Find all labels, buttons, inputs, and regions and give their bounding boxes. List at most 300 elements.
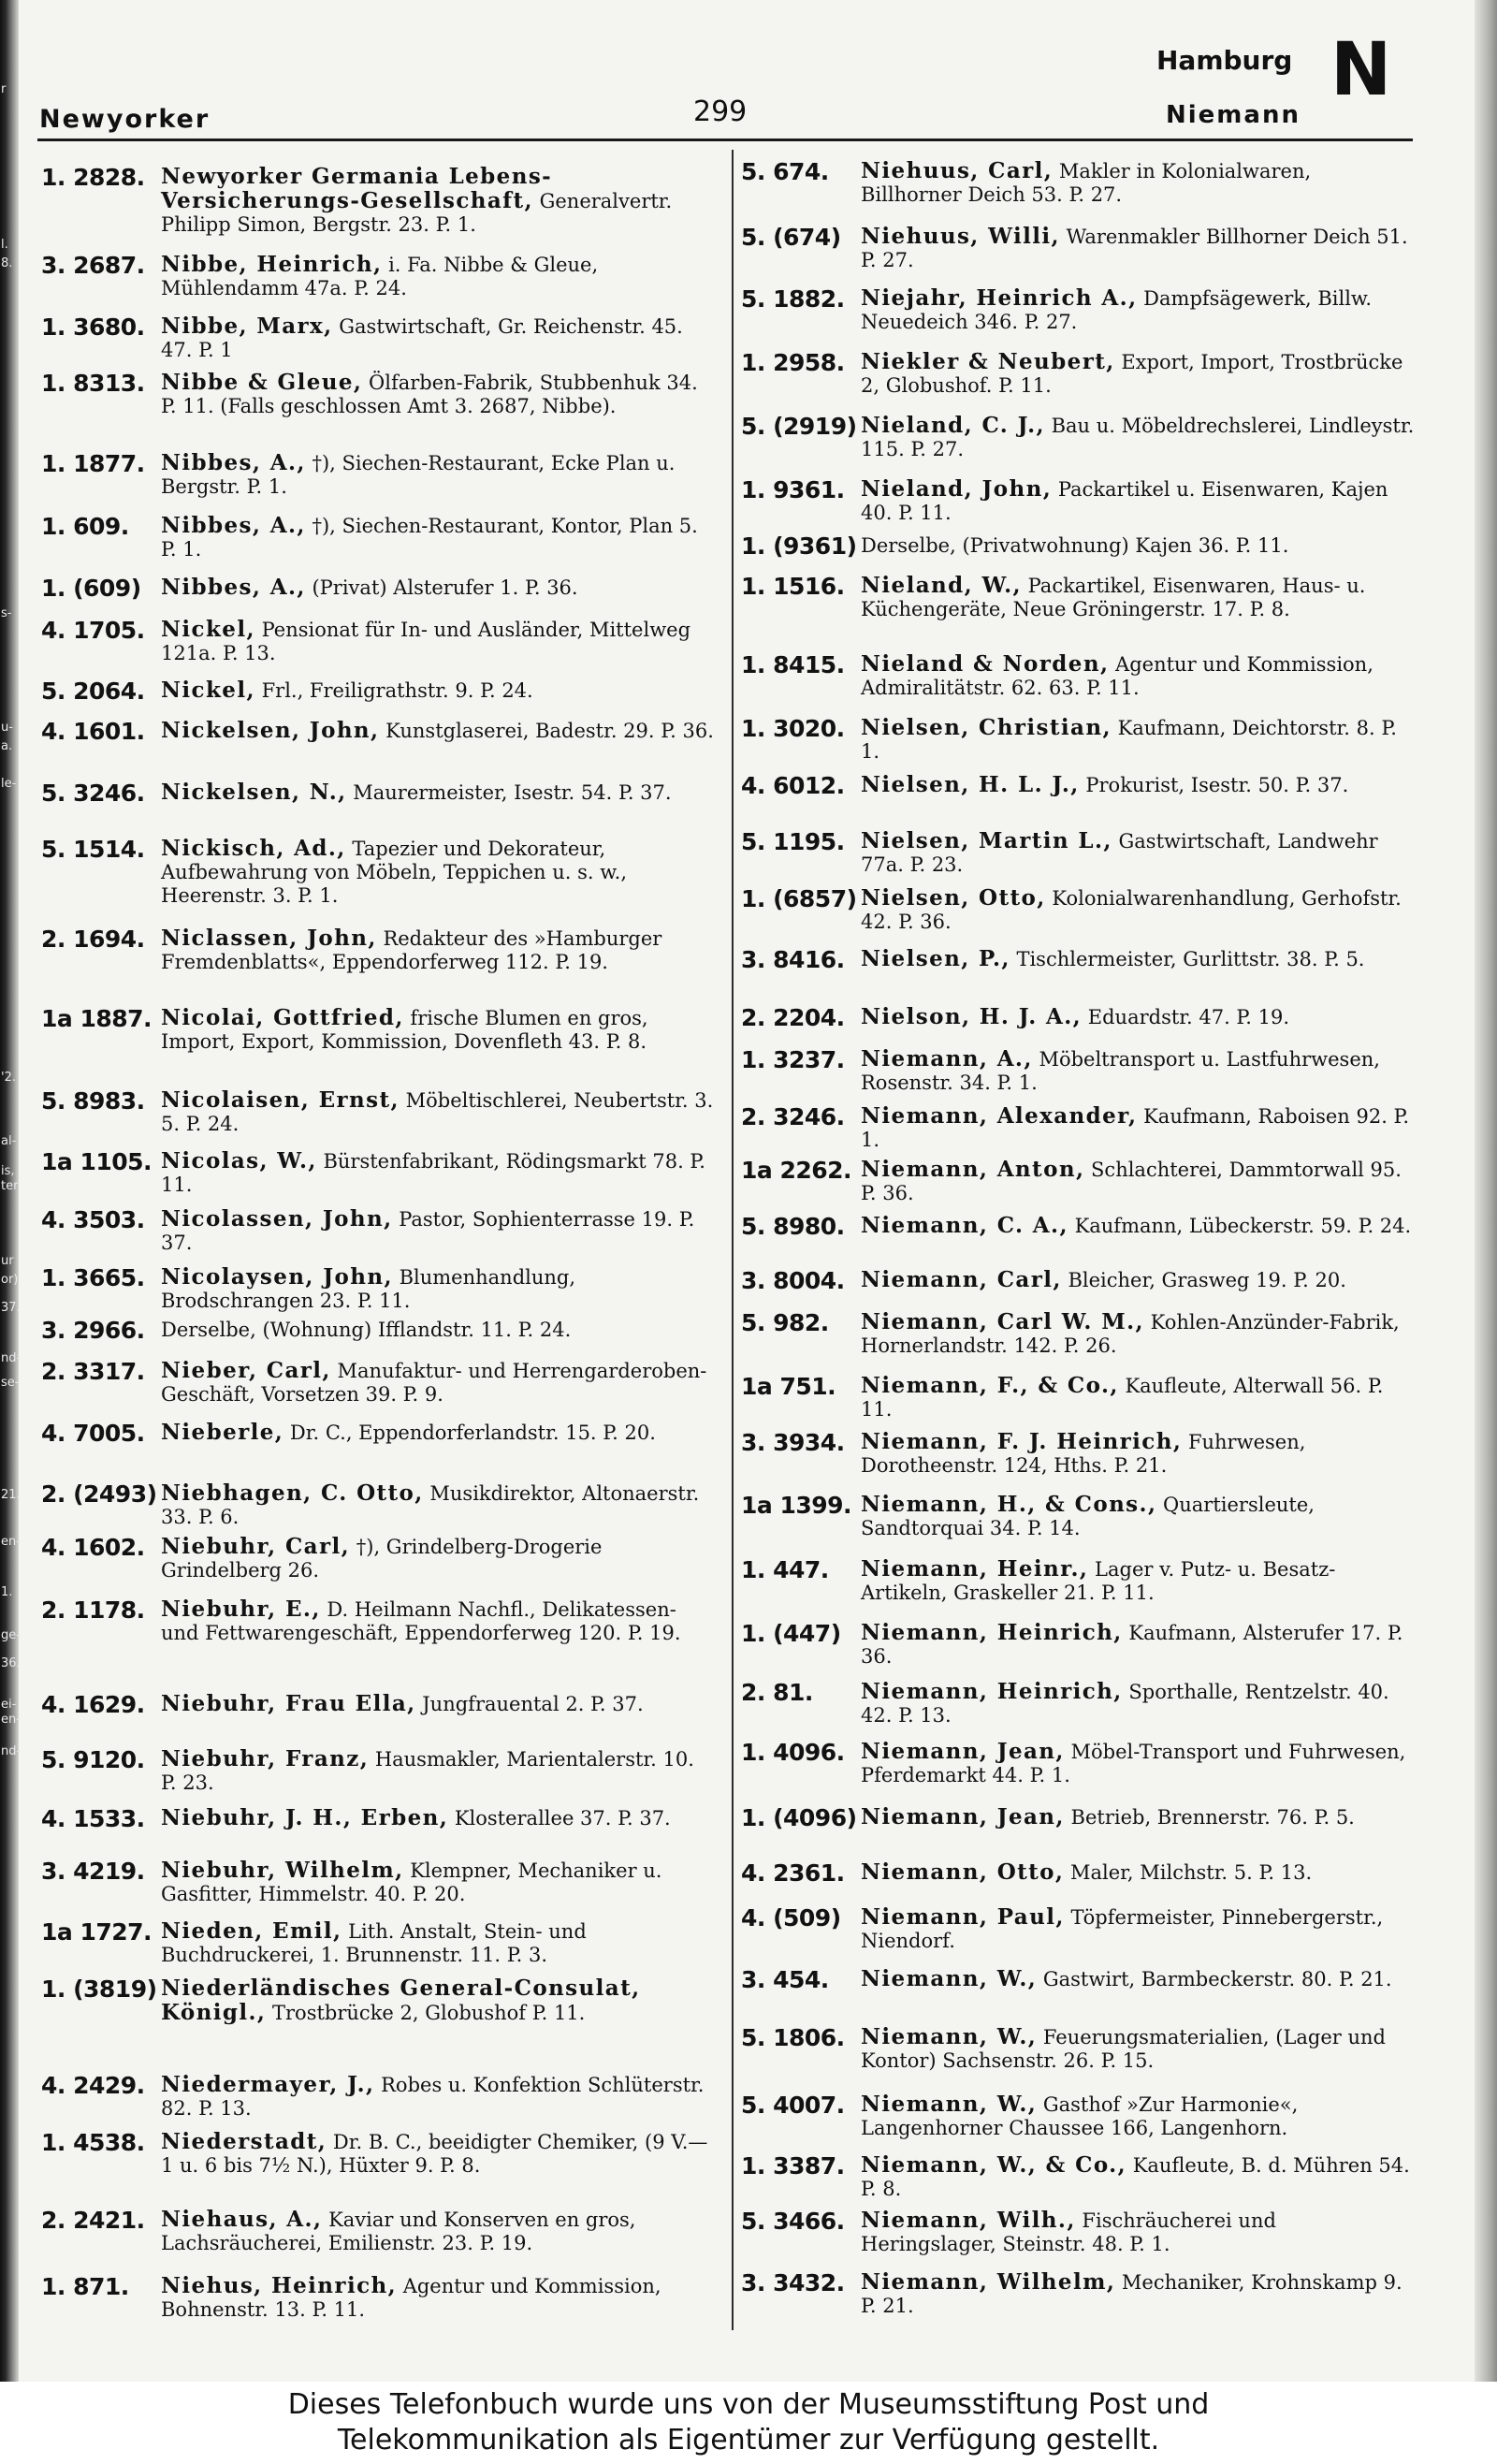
phone-number: 5. 1806. xyxy=(741,2024,845,2051)
footer-notice xyxy=(0,2382,1497,2464)
directory-entry xyxy=(41,1976,715,2025)
entry-text xyxy=(861,574,1415,621)
directory-entry xyxy=(41,1481,715,1529)
directory-entry xyxy=(41,451,715,499)
binding-fragment: 37. xyxy=(1,1301,21,1315)
directory-entry xyxy=(741,1967,1415,1991)
entry-details: Pastor, Sophienterrasse 19. P. 37. xyxy=(161,1208,695,1254)
phone-number: 4. 2361. xyxy=(741,1859,845,1887)
subscriber-name: Niemann, W., & Co., xyxy=(861,2152,1126,2178)
footer-line-1: Dieses Telefonbuch wurde uns von der Museumsstiftung Post und xyxy=(287,2388,1210,2421)
phone-number: 1a 2262. xyxy=(741,1157,852,1184)
directory-entry xyxy=(741,1214,1415,1238)
directory-entry xyxy=(41,314,715,362)
subscriber-name: Niclassen, John, xyxy=(161,926,377,951)
entry-details: Kaviar und Konserven en gros, Lachsräucherei, Emilienstr. 23. P. 19. xyxy=(161,2209,636,2254)
entry-details: Manufaktur- und Herrengarderoben-Geschäft, Vorsetzen 39. P. 9. xyxy=(161,1360,707,1406)
subscriber-name: Newyorker Germania Lebens-Versicherungs-Gesellschaft, xyxy=(161,164,553,213)
section-letter: N xyxy=(1330,28,1392,112)
directory-entry xyxy=(741,1268,1415,1292)
entry-text xyxy=(161,576,715,600)
entry-details: Blumenhandlung, Brodschrangen 23. P. 11. xyxy=(161,1266,576,1312)
entry-text xyxy=(861,652,1415,700)
binding-fragment: nd- xyxy=(1,1744,22,1758)
binding-fragment: se- xyxy=(1,1376,20,1390)
phone-number: 3. 8004. xyxy=(741,1267,845,1294)
directory-entry xyxy=(41,618,715,665)
phone-number: 5. (2919) xyxy=(741,413,857,440)
entry-details: D. Heilmann Nachfl., Delikatessen- und Fettwarengeschäft, Eppendorferweg 120. P. 19. xyxy=(161,1598,681,1644)
phone-number: 2. 2421. xyxy=(41,2207,145,2234)
entry-text xyxy=(161,1421,715,1445)
binding-fragment: l. xyxy=(1,238,8,252)
phone-number: 3. 4219. xyxy=(41,1858,145,1885)
subscriber-name: Nielsen, Otto, xyxy=(861,885,1046,911)
entry-text xyxy=(861,1557,1415,1605)
subscriber-name: Niemann, H., & Cons., xyxy=(861,1492,1157,1517)
subscriber-name: Nielsen, Martin L., xyxy=(861,828,1112,853)
binding-fragment: '2. xyxy=(1,1071,16,1085)
directory-entry xyxy=(41,1421,715,1445)
directory-entry xyxy=(41,1088,715,1136)
entry-text xyxy=(161,314,715,362)
entry-text xyxy=(861,1005,1415,1029)
phone-number: 5. 982. xyxy=(741,1309,829,1336)
phone-number: 1a 1105. xyxy=(41,1148,153,1175)
subscriber-name: Nibbes, A., xyxy=(161,575,306,600)
phone-number: 1. (4096) xyxy=(741,1804,857,1831)
directory-entry xyxy=(741,574,1415,621)
entry-details: Eduardstr. 47. P. 19. xyxy=(1087,1006,1290,1028)
subscriber-name: Nickelsen, N., xyxy=(161,780,347,805)
entry-text xyxy=(861,2209,1415,2256)
subscriber-name: Niemann, F., & Co., xyxy=(861,1373,1119,1398)
phone-number: 4. 1601. xyxy=(41,718,145,745)
phone-number: 3. 454. xyxy=(741,1966,829,1993)
directory-entry xyxy=(741,716,1415,764)
entry-details: Jungfrauental 2. P. 37. xyxy=(422,1693,644,1715)
entry-details: Klosterallee 37. P. 37. xyxy=(454,1807,671,1830)
phone-number: 4. 6012. xyxy=(741,772,845,799)
subscriber-name: Nibbes, A., xyxy=(161,513,306,538)
binding-fragment: ei- xyxy=(1,1698,17,1712)
phone-number: 3. 2687. xyxy=(41,252,145,279)
entry-details: Derselbe, (Wohnung) Ifflandstr. 11. P. 24. xyxy=(161,1319,572,1341)
entry-text xyxy=(161,618,715,665)
subscriber-name: Nibbe & Gleue, xyxy=(161,370,363,395)
subscriber-name: Niehaus, A., xyxy=(161,2207,323,2232)
entry-details: Pensionat für In- und Ausländer, Mittelweg 121a. P. 13. xyxy=(161,619,691,664)
entry-details: †), Siechen-Restaurant, Ecke Plan u. Bergstr. P. 1. xyxy=(161,452,676,498)
entry-text xyxy=(161,1265,715,1313)
subscriber-name: Niederstadt, xyxy=(161,2129,327,2154)
entry-details: Kaufmann, Alsterufer 17. P. 36. xyxy=(861,1622,1403,1668)
directory-entry xyxy=(41,2130,715,2178)
phone-number: 1. (447) xyxy=(741,1620,841,1647)
entry-text xyxy=(861,947,1415,971)
subscriber-name: Niemann, F. J. Heinrich, xyxy=(861,1429,1183,1454)
entry-details: Tapezier und Dekorateur, Aufbewahrung von Möbeln, Teppichen u. s. w., Heerenstr. 3. P. 1. xyxy=(161,838,628,907)
entry-details: Ölfarben-Fabrik, Stubbenhuk 34. P. 11. (Falls geschlossen Amt 3. 2687, Nibbe). xyxy=(161,372,698,417)
subscriber-name: Niemann, C. A., xyxy=(861,1213,1068,1238)
entry-details: Kaufmann, Raboisen 92. P. 1. xyxy=(861,1105,1410,1151)
subscriber-name: Nieberle, xyxy=(161,1420,284,1445)
entry-details: Bau u. Möbeldrechslerei, Lindleystr. 115. P. 27. xyxy=(861,415,1415,460)
subscriber-name: Niemann, Jean, xyxy=(861,1739,1065,1764)
directory-entry xyxy=(41,1806,715,1830)
subscriber-name: Nielsen, H. L. J., xyxy=(861,772,1080,797)
phone-number: 1. 1877. xyxy=(41,450,145,477)
entry-details: Packartikel u. Eisenwaren, Kajen 40. P. 11. xyxy=(861,478,1388,524)
directory-entry xyxy=(41,2208,715,2255)
entry-details: Gasthof »Zur Harmonie«, Langenhorner Chaussee 166, Langenhorn. xyxy=(861,2093,1299,2139)
entry-text xyxy=(161,2130,715,2178)
phone-number: 4. 1629. xyxy=(41,1691,145,1718)
directory-entry xyxy=(741,1005,1415,1029)
directory-entry xyxy=(741,886,1415,934)
directory-entry xyxy=(741,286,1415,334)
entry-details: Dr. B. C., beeidigter Chemiker, (9 V.—1 u. 6 bis 7½ N.), Hüxter 9. P. 8. xyxy=(161,2131,708,2177)
subscriber-name: Niebuhr, Wilhelm, xyxy=(161,1858,404,1883)
phone-number: 2. 1694. xyxy=(41,926,145,953)
entry-details: Gastwirt, Barmbeckerstr. 80. P. 21. xyxy=(1042,1968,1392,1990)
directory-entry xyxy=(741,477,1415,525)
entry-text xyxy=(161,1359,715,1407)
phone-number: 5. 4007. xyxy=(741,2092,845,2119)
subscriber-name: Nicolas, W., xyxy=(161,1148,317,1174)
phone-number: 5. (674) xyxy=(741,224,841,251)
directory-entry xyxy=(41,253,715,300)
binding-fragment: ge- xyxy=(1,1628,21,1642)
subscriber-name: Niebuhr, Franz, xyxy=(161,1746,370,1771)
binding-fragment: or) xyxy=(1,1273,19,1287)
entry-details: Bürstenfabrikant, Rödingsmarkt 78. P. 11. xyxy=(161,1150,705,1196)
entry-text xyxy=(161,1806,715,1830)
phone-number: 4. 1705. xyxy=(41,617,145,644)
directory-entry xyxy=(741,1047,1415,1095)
directory-entry xyxy=(41,1318,715,1342)
entry-text xyxy=(161,1597,715,1645)
subscriber-name: Nieden, Emil, xyxy=(161,1918,342,1944)
entry-details: Betrieb, Brennerstr. 76. P. 5. xyxy=(1070,1806,1355,1829)
binding-fragment: en- xyxy=(1,1713,21,1727)
directory-entry xyxy=(741,652,1415,700)
directory-entry xyxy=(741,1621,1415,1669)
entry-text xyxy=(161,926,715,974)
directory-entry xyxy=(741,773,1415,797)
binding-fragment: r xyxy=(1,82,7,96)
entry-details: Kaufleute, Alterwall 56. P. 11. xyxy=(861,1375,1384,1421)
entry-details: Kolonialwarenhandlung, Gerhofstr. 42. P. 36. xyxy=(861,887,1402,933)
entry-details: Gastwirtschaft, Gr. Reichenstr. 45. 47. P. 1 xyxy=(161,315,683,361)
directory-entry xyxy=(41,165,715,237)
subscriber-name: Nieland, C. J., xyxy=(861,413,1045,438)
subscriber-name: Nickelsen, John, xyxy=(161,718,380,743)
entry-details: Dr. C., Eppendorferlandstr. 15. P. 20. xyxy=(289,1422,656,1444)
phone-number: 2. 3246. xyxy=(741,1103,845,1130)
entry-details: Kaufmann, Lübeckerstr. 59. P. 24. xyxy=(1074,1215,1412,1237)
binding-fragment: is, xyxy=(1,1164,15,1178)
phone-number: 3. 8416. xyxy=(741,946,845,973)
directory-entry xyxy=(41,837,715,908)
directory-entry xyxy=(741,1905,1415,1953)
entry-details: Töpfermeister, Pinnebergerstr., Niendorf. xyxy=(861,1906,1384,1952)
subscriber-name: Niemann, Paul, xyxy=(861,1904,1065,1930)
subscriber-name: Nicolaisen, Ernst, xyxy=(161,1087,400,1113)
entry-details: Fischräucherei und Heringslager, Steinstr. 48. P. 1. xyxy=(861,2209,1276,2255)
directory-entry xyxy=(741,2025,1415,2073)
entry-text xyxy=(861,1310,1415,1358)
entry-details: †), Siechen-Restaurant, Kontor, Plan 5. P. 1. xyxy=(161,515,698,561)
directory-entry xyxy=(741,2153,1415,2201)
subscriber-name: Nibbe, Marx, xyxy=(161,313,333,339)
directory-entry xyxy=(41,1535,715,1582)
subscriber-name: Nicolai, Gottfried, xyxy=(161,1005,404,1030)
subscriber-name: Niebuhr, Carl, xyxy=(161,1534,351,1559)
entry-text xyxy=(161,1919,715,1967)
entry-details: Agentur und Kommission, Admiralitätstr. 62. 63. P. 11. xyxy=(861,653,1373,699)
directory-entry xyxy=(41,1597,715,1645)
phone-number: 2. 2204. xyxy=(741,1004,845,1031)
entry-details: Warenmakler Billhorner Deich 51. P. 27. xyxy=(861,226,1408,271)
phone-number: 5. 1514. xyxy=(41,836,145,863)
subscriber-name: Niemann, Jean, xyxy=(861,1804,1065,1830)
subscriber-name: Niemann, A., xyxy=(861,1046,1033,1072)
footer-line-2: Telekommunikation als Eigentümer zur Verfügung gestellt. xyxy=(337,2424,1160,2457)
entry-text xyxy=(861,1104,1415,1152)
subscriber-name: Niebhagen, C. Otto, xyxy=(161,1480,424,1506)
directory-entry xyxy=(41,1919,715,1967)
subscriber-name: Niemann, Alexander, xyxy=(861,1103,1138,1129)
directory-entry xyxy=(741,1860,1415,1885)
entry-details: Möbeltransport u. Lastfuhrwesen, Rosenstr. 34. P. 1. xyxy=(861,1048,1380,1094)
binding-fragment: 8. xyxy=(1,256,13,270)
entry-text xyxy=(861,829,1415,877)
entry-details: Quartiersleute, Sandtorquai 34. P. 14. xyxy=(861,1494,1315,1539)
entry-details: Agentur und Kommission, Bohnenstr. 13. P. 11. xyxy=(161,2275,661,2321)
page-edge-shadow xyxy=(1475,0,1497,2382)
phone-number: 1. (6857) xyxy=(741,885,857,912)
entry-details: i. Fa. Nibbe & Gleue, Mühlendamm 47a. P. 24. xyxy=(161,254,599,299)
entry-text xyxy=(161,1318,715,1342)
entry-text xyxy=(861,1214,1415,1238)
entry-text xyxy=(161,1976,715,2025)
subscriber-name: Niemann, Wilh., xyxy=(861,2208,1076,2233)
subscriber-name: Niemann, Heinrich, xyxy=(861,1620,1123,1645)
entry-details: Sporthalle, Rentzelstr. 40. 42. P. 13. xyxy=(861,1681,1389,1727)
entry-text xyxy=(161,837,715,908)
directory-entry xyxy=(41,2073,715,2121)
entry-details: Musikdirektor, Altonaerstr. 33. P. 6. xyxy=(161,1482,700,1528)
entry-text xyxy=(861,716,1415,764)
subscriber-name: Niehuus, Carl, xyxy=(861,158,1054,183)
subscriber-name: Niemann, W., xyxy=(861,1966,1038,1991)
phone-number: 1. 871. xyxy=(41,2273,129,2300)
subscriber-name: Niejahr, Heinrich A., xyxy=(861,285,1138,311)
binding-fragment: le- xyxy=(1,777,17,791)
phone-number: 1a 1887. xyxy=(41,1005,153,1032)
running-head-city: Hamburg xyxy=(1156,45,1293,76)
subscriber-name: Niehuus, Willi, xyxy=(861,224,1060,249)
entry-text xyxy=(161,1747,715,1795)
phone-number: 2. 3317. xyxy=(41,1358,145,1385)
entry-details: Klempner, Mechaniker u. Gasfitter, Himmelstr. 40. P. 20. xyxy=(161,1859,662,1905)
phone-number: 1. 3387. xyxy=(741,2152,845,2180)
directory-entry xyxy=(41,2274,715,2322)
entry-details: Kunstglaserei, Badestr. 29. P. 36. xyxy=(385,720,714,742)
directory-entry xyxy=(741,2092,1415,2140)
entry-details: Robes u. Konfektion Schlüterstr. 82. P. 13. xyxy=(161,2074,705,2120)
binding-fragment: nd- xyxy=(1,1351,22,1365)
directory-entry xyxy=(741,2209,1415,2256)
entry-text xyxy=(161,1535,715,1582)
entry-text xyxy=(861,1680,1415,1728)
entry-details: Prokurist, Isestr. 50. P. 37. xyxy=(1085,774,1349,796)
entry-details: Schlachterei, Dammtorwall 95. P. 36. xyxy=(861,1159,1402,1204)
entry-text xyxy=(861,1374,1415,1422)
entry-text xyxy=(861,1493,1415,1540)
subscriber-name: Niemann, Heinrich, xyxy=(861,1679,1123,1704)
entry-details: Hausmakler, Marientalerstr. 10. P. 23. xyxy=(161,1748,694,1794)
entry-text xyxy=(861,2025,1415,2073)
phone-number: 1a 1727. xyxy=(41,1918,153,1946)
directory-entry xyxy=(41,926,715,974)
entry-details: Maler, Milchstr. 5. P. 13. xyxy=(1070,1861,1313,1884)
entry-text xyxy=(861,533,1415,558)
entry-text xyxy=(861,1430,1415,1478)
entry-details: Feuerungsmaterialien, (Lager und Kontor) Sachsenstr. 26. P. 15. xyxy=(861,2026,1387,2072)
directory-entry xyxy=(741,1104,1415,1152)
phone-number: 1. 3665. xyxy=(41,1264,145,1291)
entry-details: Lith. Anstalt, Stein- und Buchdruckerei, 1. Brunnenstr. 11. P. 3. xyxy=(161,1920,587,1966)
entry-text xyxy=(161,253,715,300)
phone-number: 1. (609) xyxy=(41,575,141,602)
subscriber-name: Niebuhr, Frau Ella, xyxy=(161,1691,416,1716)
entry-details: Dampfsägewerk, Billw. Neuedeich 346. P. 27. xyxy=(861,287,1373,333)
directory-entry xyxy=(741,947,1415,971)
entry-text xyxy=(861,1268,1415,1292)
directory-entry xyxy=(741,1310,1415,1358)
directory-entry xyxy=(741,2270,1415,2318)
binding-fragment: 36. xyxy=(1,1656,21,1670)
directory-entry xyxy=(41,576,715,600)
entry-details: Packartikel, Eisenwaren, Haus- u. Küchengeräte, Neue Gröningerstr. 17. P. 8. xyxy=(861,575,1366,620)
subscriber-name: Niemann, W., xyxy=(861,2024,1038,2049)
entry-text xyxy=(161,678,715,703)
phone-number: 5. 3466. xyxy=(741,2208,845,2235)
phone-number: 1. 4538. xyxy=(41,2129,145,2156)
subscriber-name: Niemann, W., xyxy=(861,2092,1038,2117)
directory-entry xyxy=(41,1692,715,1716)
entry-text xyxy=(861,2270,1415,2318)
binding-fragment: s- xyxy=(1,606,12,620)
entry-details: Fuhrwesen, Dorotheenstr. 124, Hths. P. 21. xyxy=(861,1431,1306,1477)
phone-number: 3. 2966. xyxy=(41,1317,145,1344)
entry-details: Derselbe, (Privatwohnung) Kajen 36. P. 11. xyxy=(861,534,1289,557)
phone-number: 5. 1195. xyxy=(741,828,845,855)
subscriber-name: Nielson, H. J. A., xyxy=(861,1004,1083,1029)
entry-text xyxy=(161,1859,715,1906)
header-rule xyxy=(37,139,1413,141)
entry-details: Gastwirtschaft, Landwehr 77a. P. 23. xyxy=(861,830,1378,876)
subscriber-name: Niebuhr, J. H., Erben, xyxy=(161,1805,449,1830)
phone-number: 1. 8415. xyxy=(741,651,845,678)
phone-number: 4. (509) xyxy=(741,1904,841,1932)
entry-details: Lager v. Putz- u. Besatz-Artikeln, Graskeller 21. P. 11. xyxy=(861,1558,1336,1604)
binding-fragment: 21. xyxy=(1,1488,21,1502)
phone-number: 1. 8313. xyxy=(41,370,145,397)
phone-number: 1. 447. xyxy=(741,1556,829,1583)
directory-entry xyxy=(741,1430,1415,1478)
entry-details: Möbeltischlerei, Neubertstr. 3. 5. P. 24. xyxy=(161,1089,714,1135)
entry-details: Kaufleute, B. d. Mühren 54. P. 8. xyxy=(861,2154,1410,2200)
subscriber-name: Niekler & Neubert, xyxy=(861,349,1115,374)
entry-details: Redakteur des »Hamburger Fremdenblatts«, Eppendorferweg 112. P. 19. xyxy=(161,927,662,973)
phone-number: 5. 8980. xyxy=(741,1213,845,1240)
subscriber-name: Nieland, John, xyxy=(861,476,1053,502)
subscriber-name: Niedermayer, J., xyxy=(161,2072,375,2097)
running-head-left: Newyorker xyxy=(39,105,211,134)
directory-entry xyxy=(41,780,715,805)
phone-number: 3. 3432. xyxy=(741,2269,845,2296)
phone-number: 2. 1178. xyxy=(41,1596,145,1624)
directory-entry xyxy=(741,1680,1415,1728)
subscriber-name: Niemann, Otto, xyxy=(861,1859,1065,1885)
entry-text xyxy=(161,1088,715,1136)
phone-number: 5. 674. xyxy=(741,158,829,185)
phone-number: 4. 1602. xyxy=(41,1534,145,1561)
directory-entry xyxy=(741,1374,1415,1422)
entry-details: Möbel-Transport und Fuhrwesen, Pferdemarkt 44. P. 1. xyxy=(861,1741,1406,1786)
running-head-right: Niemann xyxy=(1166,101,1301,129)
entry-text xyxy=(861,1740,1415,1787)
entry-details: frische Blumen en gros, Import, Export, Kommission, Dovenfleth 43. P. 8. xyxy=(161,1007,648,1053)
entry-text xyxy=(861,477,1415,525)
directory-entry xyxy=(41,1747,715,1795)
binding-fragment: a. xyxy=(1,739,13,753)
directory-entry xyxy=(41,371,715,418)
entry-text xyxy=(861,1905,1415,1953)
entry-text xyxy=(161,1481,715,1529)
entry-text xyxy=(861,1805,1415,1830)
subscriber-name: Niemann, Carl W. M., xyxy=(861,1309,1144,1334)
entry-text xyxy=(161,1207,715,1255)
entry-text xyxy=(861,225,1415,272)
directory-entry xyxy=(41,1207,715,1255)
subscriber-name: Niemann, Anton, xyxy=(861,1157,1085,1182)
entry-details: Tischlermeister, Gurlittstr. 38. P. 5. xyxy=(1016,948,1365,970)
phone-number: 1. 3680. xyxy=(41,313,145,341)
phone-number: 5. 3246. xyxy=(41,780,145,807)
binding-fragment: 1. xyxy=(1,1585,13,1599)
directory-entry xyxy=(741,159,1415,207)
phone-number: 1. 2958. xyxy=(741,349,845,376)
entry-details: Kohlen-Anzünder-Fabrik, Hornerlandstr. 142. P. 26. xyxy=(861,1311,1400,1357)
subscriber-name: Niemann, Wilhelm, xyxy=(861,2269,1116,2295)
phone-number: 1. 4096. xyxy=(741,1739,845,1766)
directory-entry xyxy=(741,1805,1415,1830)
subscriber-name: Nielsen, P., xyxy=(861,946,1010,971)
entry-details: Generalvertr. Philipp Simon, Bergstr. 23. P. 1. xyxy=(161,190,673,236)
entry-text xyxy=(861,886,1415,934)
directory-entry xyxy=(741,1740,1415,1787)
entry-text xyxy=(161,719,715,743)
directory-entry xyxy=(41,1359,715,1407)
entry-text xyxy=(161,371,715,418)
entry-text xyxy=(861,1621,1415,1669)
entry-text xyxy=(861,1860,1415,1885)
entry-details: Maurermeister, Isestr. 54. P. 37. xyxy=(353,781,672,804)
